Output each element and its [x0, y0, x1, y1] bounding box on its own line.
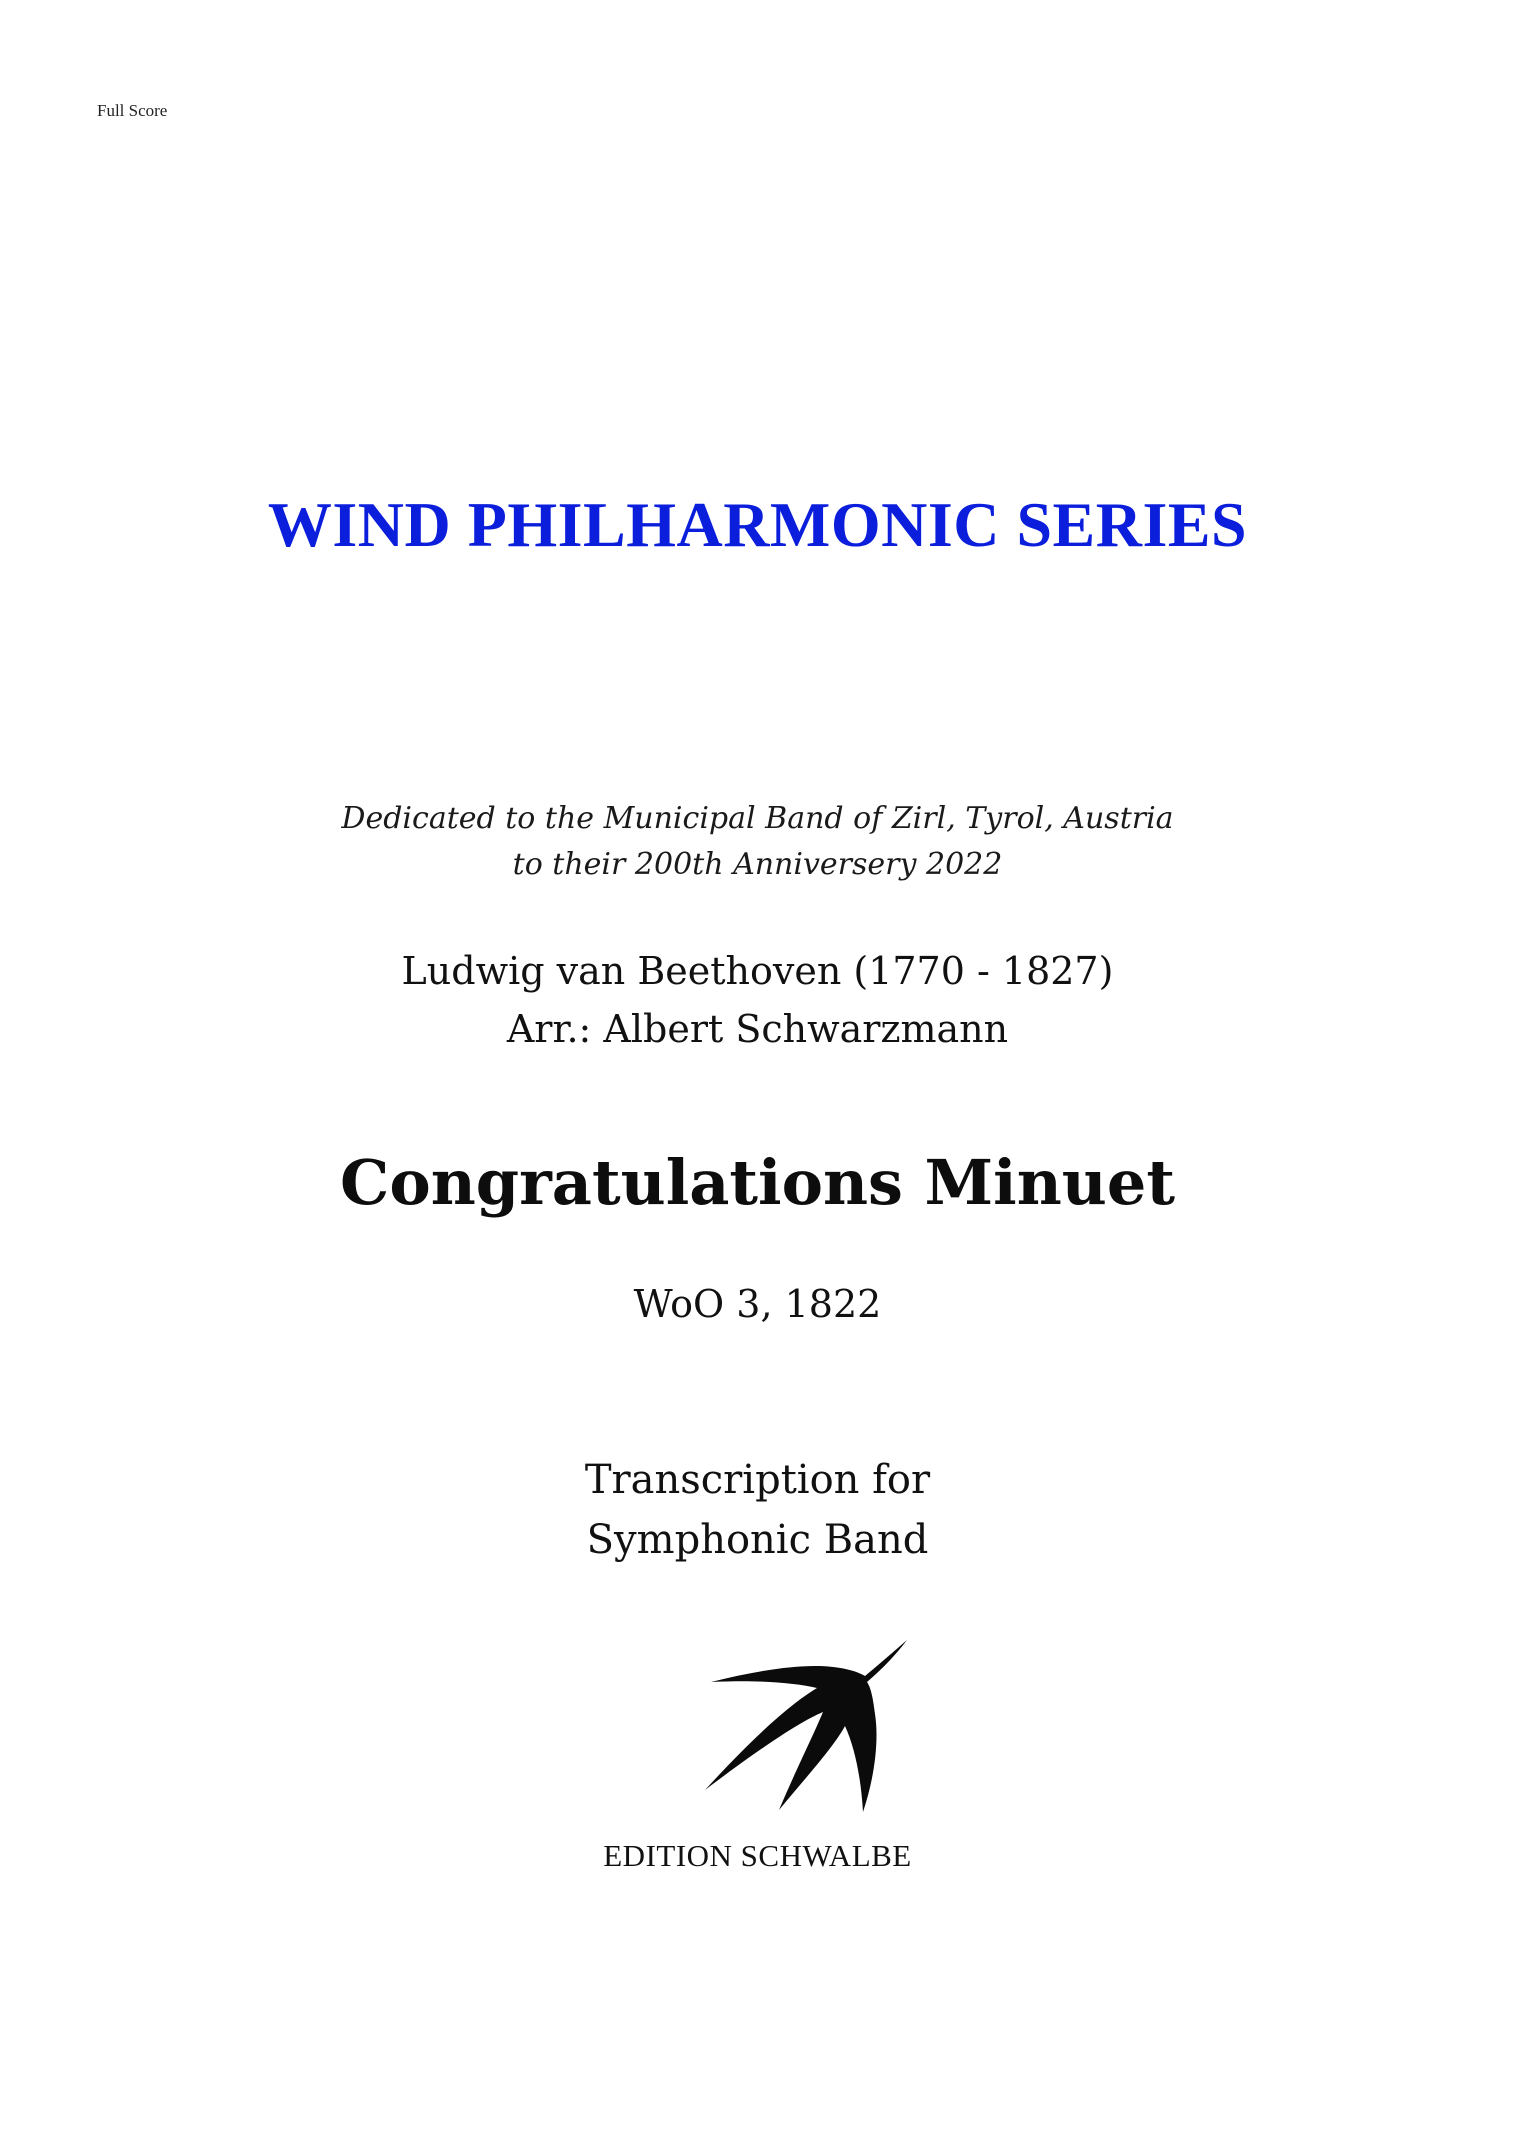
swallow-logo-icon: [695, 1636, 915, 1836]
arranger: Arr.: Albert Schwarzmann: [506, 1007, 1009, 1051]
series-title: WIND PHILHARMONIC SERIES: [267, 489, 1248, 560]
dedication-line-2: to their 200th Anniversery 2022: [512, 847, 1003, 882]
score-type-label: Full Score: [97, 101, 168, 120]
credits: [0, 942, 1515, 1058]
dedication: [0, 796, 1515, 888]
instrumentation: [0, 1450, 1515, 1570]
work-catalog: WoO 3, 1822: [633, 1282, 882, 1326]
publisher-name: EDITION SCHWALBE: [603, 1838, 912, 1873]
instrumentation-line-2: Symphonic Band: [586, 1517, 929, 1563]
instrumentation-line-1: Transcription for: [584, 1457, 931, 1503]
dedication-line-1: Dedicated to the Municipal Band of Zirl, Tyrol, Austria: [341, 801, 1174, 836]
composer: Ludwig van Beethoven (1770 - 1827): [401, 949, 1114, 993]
work-title: Congratulations Minuet: [340, 1146, 1175, 1219]
